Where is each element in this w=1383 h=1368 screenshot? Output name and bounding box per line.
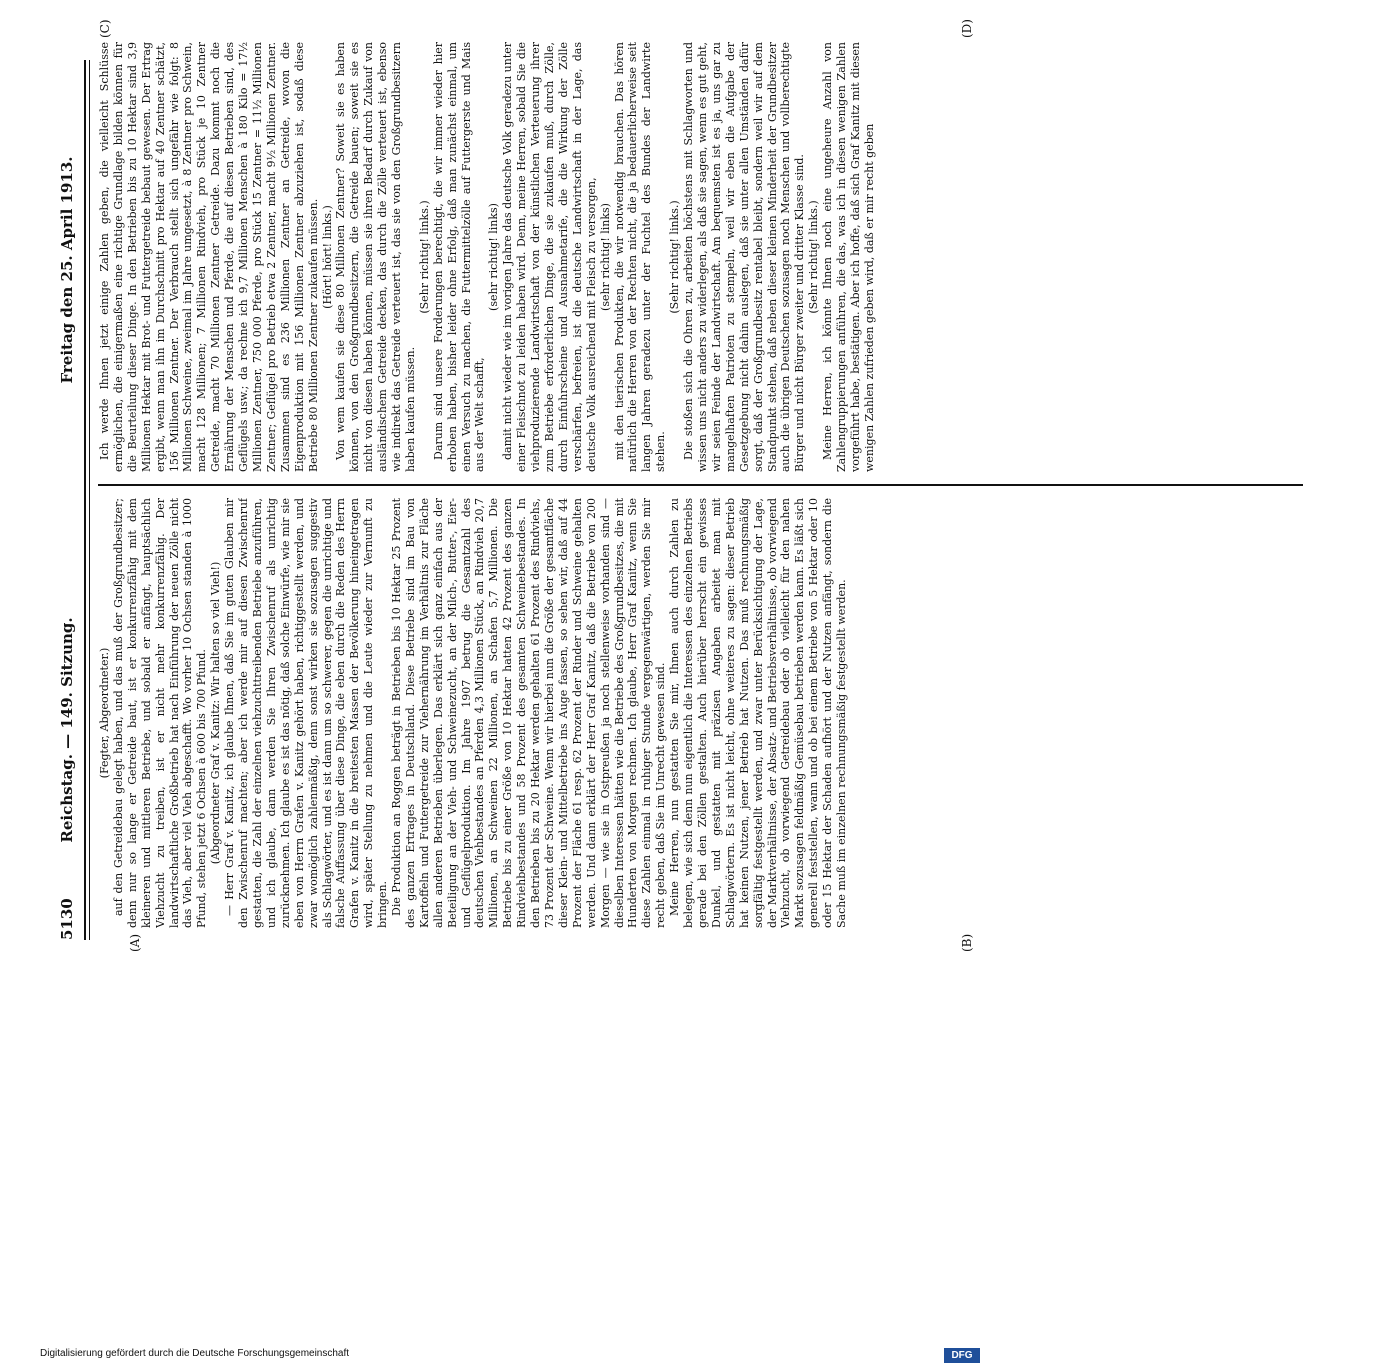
paragraph: (sehr richtig! links) — [598, 203, 612, 311]
paragraph: Darum sind unsere Forderungen berechtigt, die wir immer wieder hier erhoben haben, bisher leider ohne Erfolg, daß man zunächst einmal, um einen Versuch zu machen, die Futtermittelzölle auf Futtergerste und Mais aus der Welt schafft, — [431, 42, 487, 472]
paragraph: Meine Herren, nun gestatten Sie mir, Ihnen auch durch Zahlen zu belegen, wie sich denn nun eigentlich die Interessen des einzelnen Betriebs gerade bei den Zöllen gestalten. Auch hierüber herrscht ein gewisses Dunkel, und gestatten mit präzisen Angaben arbeitet man mit Schlagwörtern. Es ist nicht leicht, ohne weiteres zu sagen: dieser Betrieb hat keinen Nutzen, jener Betrieb hat Nutzen. Das muß rechnungsmäßig sorgfältig festgestellt werden, und zwar unter Berücksichtigung der Lage, der Marktverhältnisse, der Absatz- und Betriebsverhältnisse, ob vorwiegend Viehzucht, ob vorwiegend Getreidebau oder ob vielleicht für den nahen Markt sozusagen feldmäßig Gemüsebau betrieben werden kann. Es läßt sich generell feststellen, wann und ob bei einem Betriebe von 5 Hektar oder 10 oder 15 Hektar der Schaden aufhört und der Nutzen anfängt, sondern die Sache muß im einzelnen rechnungsmäßig festgestellt werden. — [668, 498, 849, 928]
marker-b: (B) — [960, 933, 974, 952]
paragraph: (Sehr richtig! links.) — [668, 200, 682, 314]
marker-a: (A) — [128, 933, 142, 952]
page-header — [58, 60, 86, 940]
header-rule-thin — [89, 60, 90, 940]
paragraph: auf den Getreidebau gelegt haben, und das muß der Großgrundbesitzer; denn nur so lange er Getreide baut, ist er konkurrenzfähig mit dem kleineren und mittleren Betriebe, und sobald er anfängt, hauptsächlich Viehzucht zu treiben, ist er nicht mehr konkurrenzfähig. Der landwirtschaftliche Großbetrieb hat nach Einführung der neuen Zölle nicht das Vieh, aber viel Vieh abgeschafft. Wo vorher 10 Ochsen standen à 1000 Pfund, stehen jetzt 6 Ochsen à 600 bis 700 Pfund. — [111, 498, 209, 928]
paragraph: (Sehr richtig! links.) — [807, 200, 821, 314]
paragraph: mit den tierischen Produkten, die wir notwendig brauchen. Das hören natürlich die Herren von der Rechten nicht, die ja bedauerlicherweise seit langen Jahren geradezu unter der Fuchtel des Bundes der Landwirte stehen. — [612, 42, 668, 472]
header-right-title: Freitag den 25. April 1913. — [58, 156, 76, 384]
paragraph: (Hört! hört! links.) — [320, 205, 334, 309]
header-rule — [84, 60, 86, 940]
header-left-title: Reichstag. — 149. Sitzung. — [58, 617, 76, 843]
paragraph: (Sehr richtig! links.) — [417, 200, 431, 314]
paragraph: (Abgeordneter Graf v. Kanitz: Wir halten so viel Vieh!) — [209, 561, 223, 865]
digitization-note: Digitalisierung gefördert durch die Deutsche Forschungsgemeinschaft — [40, 1348, 350, 1359]
paragraph: (sehr richtig! links) — [487, 203, 501, 311]
right-text-column — [98, 42, 1303, 472]
paragraph: Von wem kaufen sie diese 80 Millionen Zentner? Soweit sie es haben können, von den Großgrundbesitzern, die Getreide bauen; soweit sie es nicht von diesen haben können, müssen sie ihren Bedarf durch Zukauf von ausländischem Getreide decken, das durch die Zölle verteuert ist, ebenso wie indirekt das Getreide verteuert ist, das sie von den Großgrundbesitzern haben kaufen müssen. — [334, 42, 417, 472]
paragraph: damit nicht wieder wie im vorigen Jahre das deutsche Volk geradezu unter einer Fleischnot zu leiden haben wird. Denn, meine Herren, sobald Sie die viehproduzierende Landwirtschaft von der künstlichen Verteuerung ihrer zum Betriebe erforderlichen Dinge, die sie zukaufen muß, durch Zölle, durch Einfuhrscheine und Ausnahmetarife, die die Wirkung der Zölle verschärfen, befreien, ist die deutsche Landwirtschaft in der Lage, das deutsche Volk ausreichend mit Fleisch zu versorgen, — [501, 42, 598, 472]
left-text-column — [98, 498, 1303, 928]
page-number: 5130 — [58, 898, 76, 940]
page-footer — [40, 1348, 980, 1368]
paragraph: Meine Herren, ich könnte Ihnen noch eine ungeheure Anzahl von Zahlengruppierungen anführen, die das, was ich in diesen wenigen Zahlen vorgeführt habe, bestätigen. Aber ich hoffe, daß sich Graf Kanitz mit diesen wenigen Zahlen zufrieden geben wird, daß er mir recht geben — [821, 42, 876, 472]
paragraph: Ich werde Ihnen jetzt einige Zahlen geben, die vielleicht Schlüsse ermöglichen, die einigermaßen eine richtige Grundlage bilden können für die Beurteilung dieser Dinge. In den Betrieben bis zu 10 Hektar sind 3,9 Millionen Hektar mit Brot- und Futtergetreide bebaut gewesen. Der Ertrag ergibt, wenn man ihn im Durchschnitt pro Hektar auf 40 Zentner schätzt, 156 Millionen Zentner. Der Verbrauch stellt sich ungefähr wie folgt: 8 Millionen Schweine, zweimal im Jahre umgesetzt, à 8 Zentner pro Schwein, macht 128 Millionen; 7 Millionen Rindvieh, pro Stück je 10 Zentner Getreide, macht 70 Millionen Zentner Getreide. Dazu kommt noch die Ernährung der Menschen und Pferde, die auf diesen Betrieben sind, des Geflügels usw.; da rechne ich 9,7 Millionen Menschen à 180 Kilo = 17½ Millionen Zentner, 750 000 Pferde, pro Stück 15 Zentner = 11½ Millionen Zentner; Geflügel pro Betrieb etwa 2 Zentner, macht 9½ Millionen Zentner. Zusammen sind es 236 Millionen Zentner an Getreide, wovon die Eigenproduktion mit 156 Millionen Zentner abzuziehen ist, sodaß diese Betriebe 80 Millionen Zentner zukaufen müssen. — [98, 42, 320, 472]
column-divider — [98, 484, 1303, 486]
paragraph: Die stoßen sich die Ohren zu, arbeiten höchstens mit Schlagworten und wissen uns nicht anders zu widerlegen, als daß sie sagen, wenn es gut geht, wir seien Feinde der Landwirtschaft. Am bequemsten ist es ja, uns gar zu mangelhaften Patrioten zu stempeln, weil wir eben die Aufgabe der Gesetzgebung nicht dahin auslegen, daß sie unter allen Umständen dafür sorgt, daß der Großgrundbesitz rentabel bleibt, sondern weil wir auf dem Standpunkt stehen, daß neben dieser kleinen Minderheit der Grundbesitzer auch die übrigen Deutschen sozusagen noch Menschen und vollberechtigte Bürger und nicht Bürger zweiter und dritter Klasse sind. — [682, 42, 807, 472]
paragraph: — Herr Graf v. Kanitz, ich glaube Ihnen, daß Sie im guten Glauben mir den Zwischenruf machten; aber ich werde mir auf diesen Zwischenruf gestatten, die Zahl der einzelnen viehzuchttreibenden Betriebe anzuführen, und ich glaube, dann werden Sie Ihren Zwischenruf als unrichtig zurücknehmen. Ich glaube es ist das nötig, daß solche Einwürfe, wie mir sie eben von Herrn Grafen v. Kanitz gehört haben, richtiggestellt werden, und zwar womöglich zahlenmäßig, denn sonst wirken sie sozusagen suggestiv als Schlagwörter, und es ist dann um so schwerer, gegen die unrichtige und falsche Auffassung über diese Dinge, die eben durch die Reden des Herrn Grafen v. Kanitz in die breitesten Massen der Bevölkerung hineingetragen wird, später Stellung zu nehmen und die Leute wieder zur Vernunft zu bringen. — [223, 498, 390, 928]
paragraph: Die Produktion an Roggen beträgt in Betrieben bis 10 Hektar 25 Prozent des ganzen Ertrages in Deutschland. Diese Betriebe sind im Bau von Kartoffeln und Futtergetreide zur Viehernährung im Verhältnis zur Fläche allen anderen Betrieben überlegen. Das erklärt sich ganz einfach aus der Beteiligung an der Vieh- und Schweinezucht, an der Milch-, Butter-, Eier- und Geflügelproduktion. Im Jahre 1907 betrug die Gesamtzahl des deutschen Viehbestandes an Pferden 4,3 Millionen Stück, an Rindvieh 20,7 Millionen, an Schweinen 22 Millionen, an Schafen 5,7 Millionen. Die Betriebe bis zu einer Größe von 10 Hektar hatten 42 Prozent des ganzen Rindviehbestandes und 58 Prozent des gesamten Schweinebestandes. In den Betrieben bis zu 20 Hektar werden gehalten 61 Prozent des Rindviehs, 73 Prozent der Schweine. Wenn wir hierbei nun die Größe der gesamtfläche dieser Klein- und Mittelbetriebe ins Auge fassen, so sehen wir, daß auf 44 Prozent der Fläche 61 resp. 62 Prozent der Rinder und Schweine gehalten werden. Und dann erklärt der Herr Graf Kanitz, daß die Betriebe von 200 Morgen — wie sie in Ostpreußen ja noch stellenweise vorhanden sind — dieselben Interessen hätten wie die Betriebe des Großgrundbesitzes, die mit Hunderten von Morgen rechnen. Ich glaube, Herr Graf Kanitz, wenn Sie diese Zahlen einmal in ruhiger Stunde vergegenwärtigen, werden Sie mir recht geben, daß Sie im Unrecht gewesen sind. — [390, 498, 668, 928]
dfg-logo-icon: DFG — [944, 1348, 980, 1363]
paragraph: (Fegter, Abgeordneter.) — [98, 647, 111, 779]
marker-d: (D) — [960, 19, 974, 38]
marker-c: (C) — [98, 19, 112, 38]
